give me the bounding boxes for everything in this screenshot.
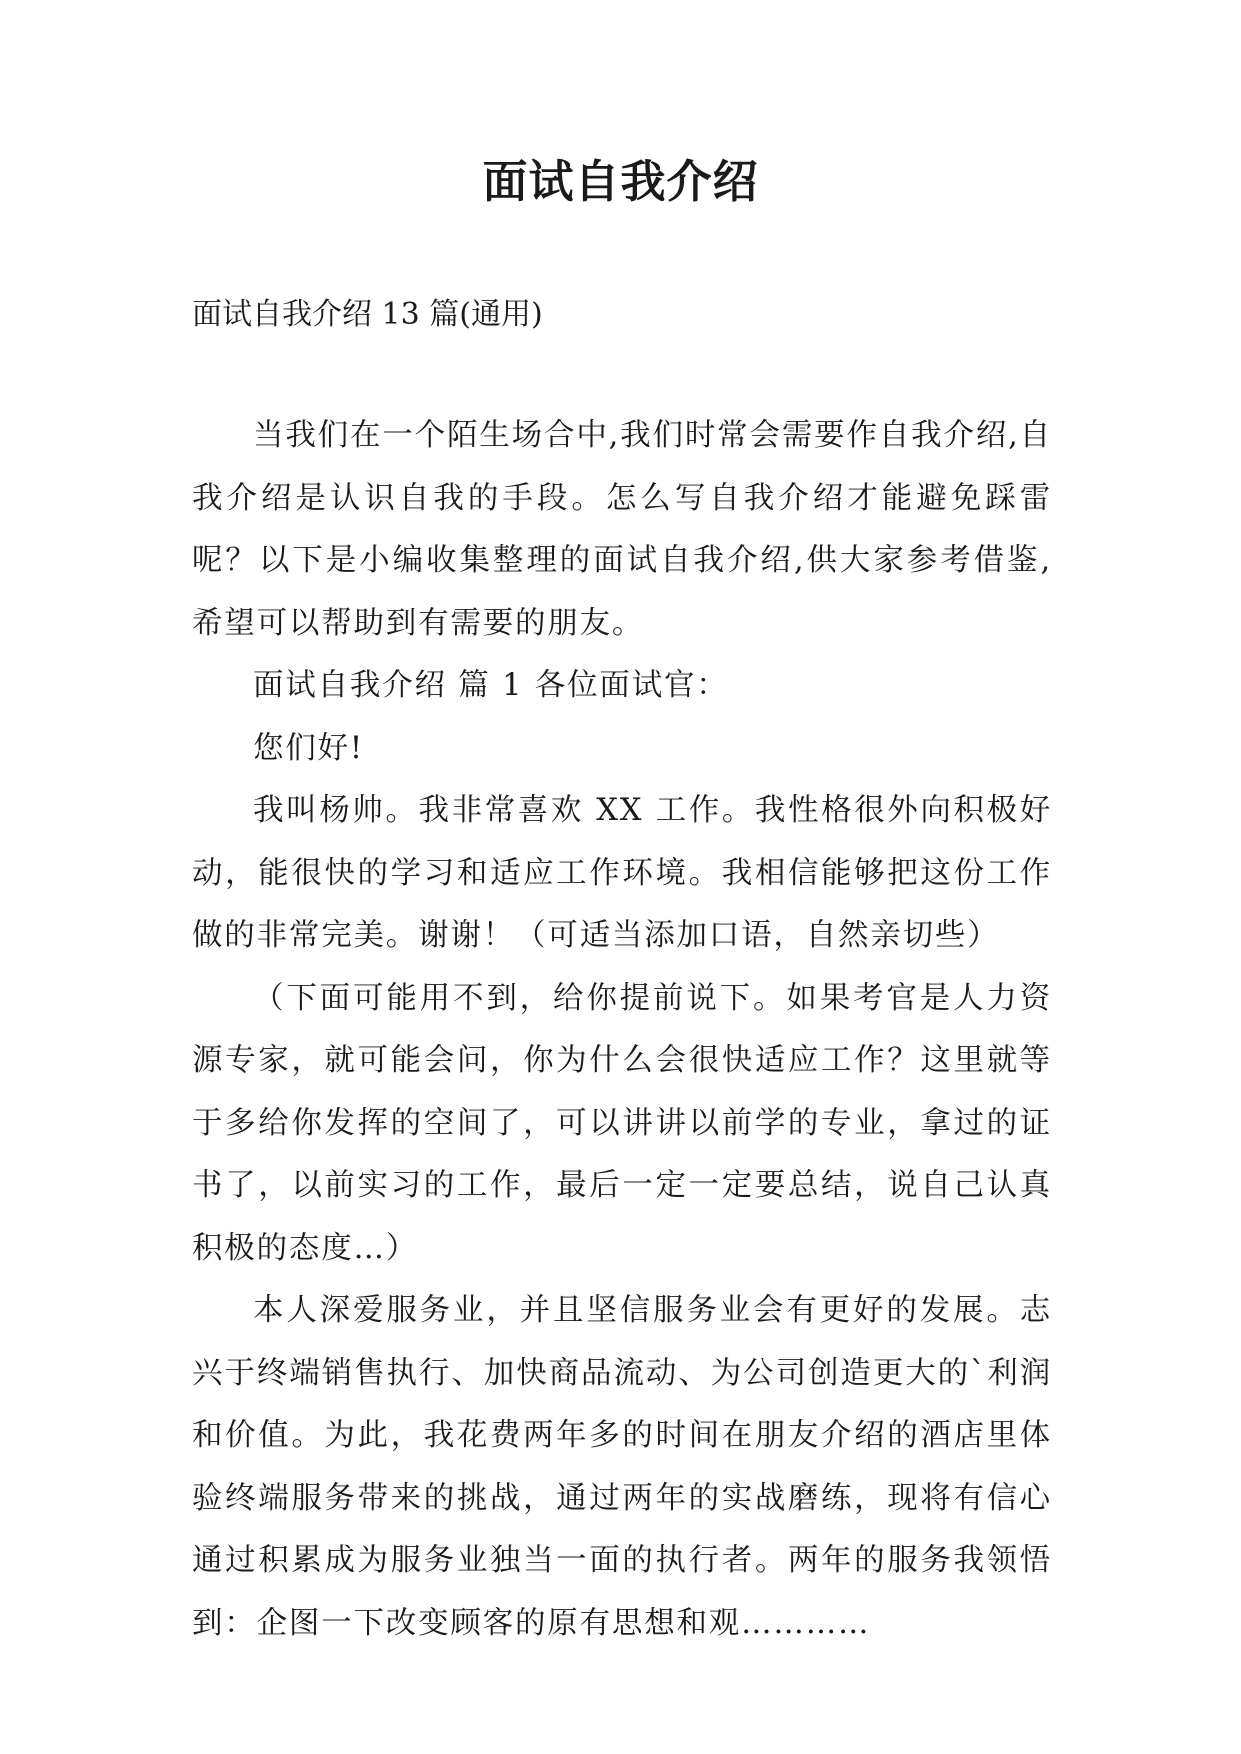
paragraph-self-intro: 我叫杨帅。我非常喜欢 XX 工作。我性格很外向积极好动，能很快的学习和适应工作环境。我相信能够把这份工作做的非常完美。谢谢！（可适当添加口语，自然亲切些） — [192, 793, 1052, 953]
paragraph-service: 本人深爱服务业，并且坚信服务业会有更好的发展。志兴于终端销售执行、加快商品流动、为公司创造更大的`利润和价值。为此，我花费两年多的时间在朋友介绍的酒店里体验终端服务带来的挑战，通过两年的实战磨练，现将有信心通过积累成为服务业独当一面的执行者。两年的服务我领悟到：企图一下改变顾客的原有思想和观………… — [192, 1293, 1052, 1641]
paragraph-intro: 当我们在一个陌生场合中,我们时常会需要作自我介绍,自我介绍是认识自我的手段。怎么写自我介绍才能避免踩雷呢？以下是小编收集整理的面试自我介绍,供大家参考借鉴,希望可以帮助到有需要的朋友。 — [192, 418, 1052, 641]
paragraph-note: （下面可能用不到，给你提前说下。如果考官是人力资源专家，就可能会问，你为什么会很快适应工作？这里就等于多给你发挥的空间了，可以讲讲以前学的专业，拿过的证书了，以前实习的工作，最后一定一定要总结，说自己认真积极的态度…） — [192, 980, 1052, 1266]
paragraph-section-heading: 面试自我介绍 篇 1 各位面试官： — [253, 668, 729, 703]
document-subtitle: 面试自我介绍 13 篇(通用) — [192, 297, 543, 332]
paragraph-greeting: 您们好! — [253, 730, 364, 766]
document-title: 面试自我介绍 — [482, 155, 759, 208]
document-body — [192, 405, 1052, 1655]
